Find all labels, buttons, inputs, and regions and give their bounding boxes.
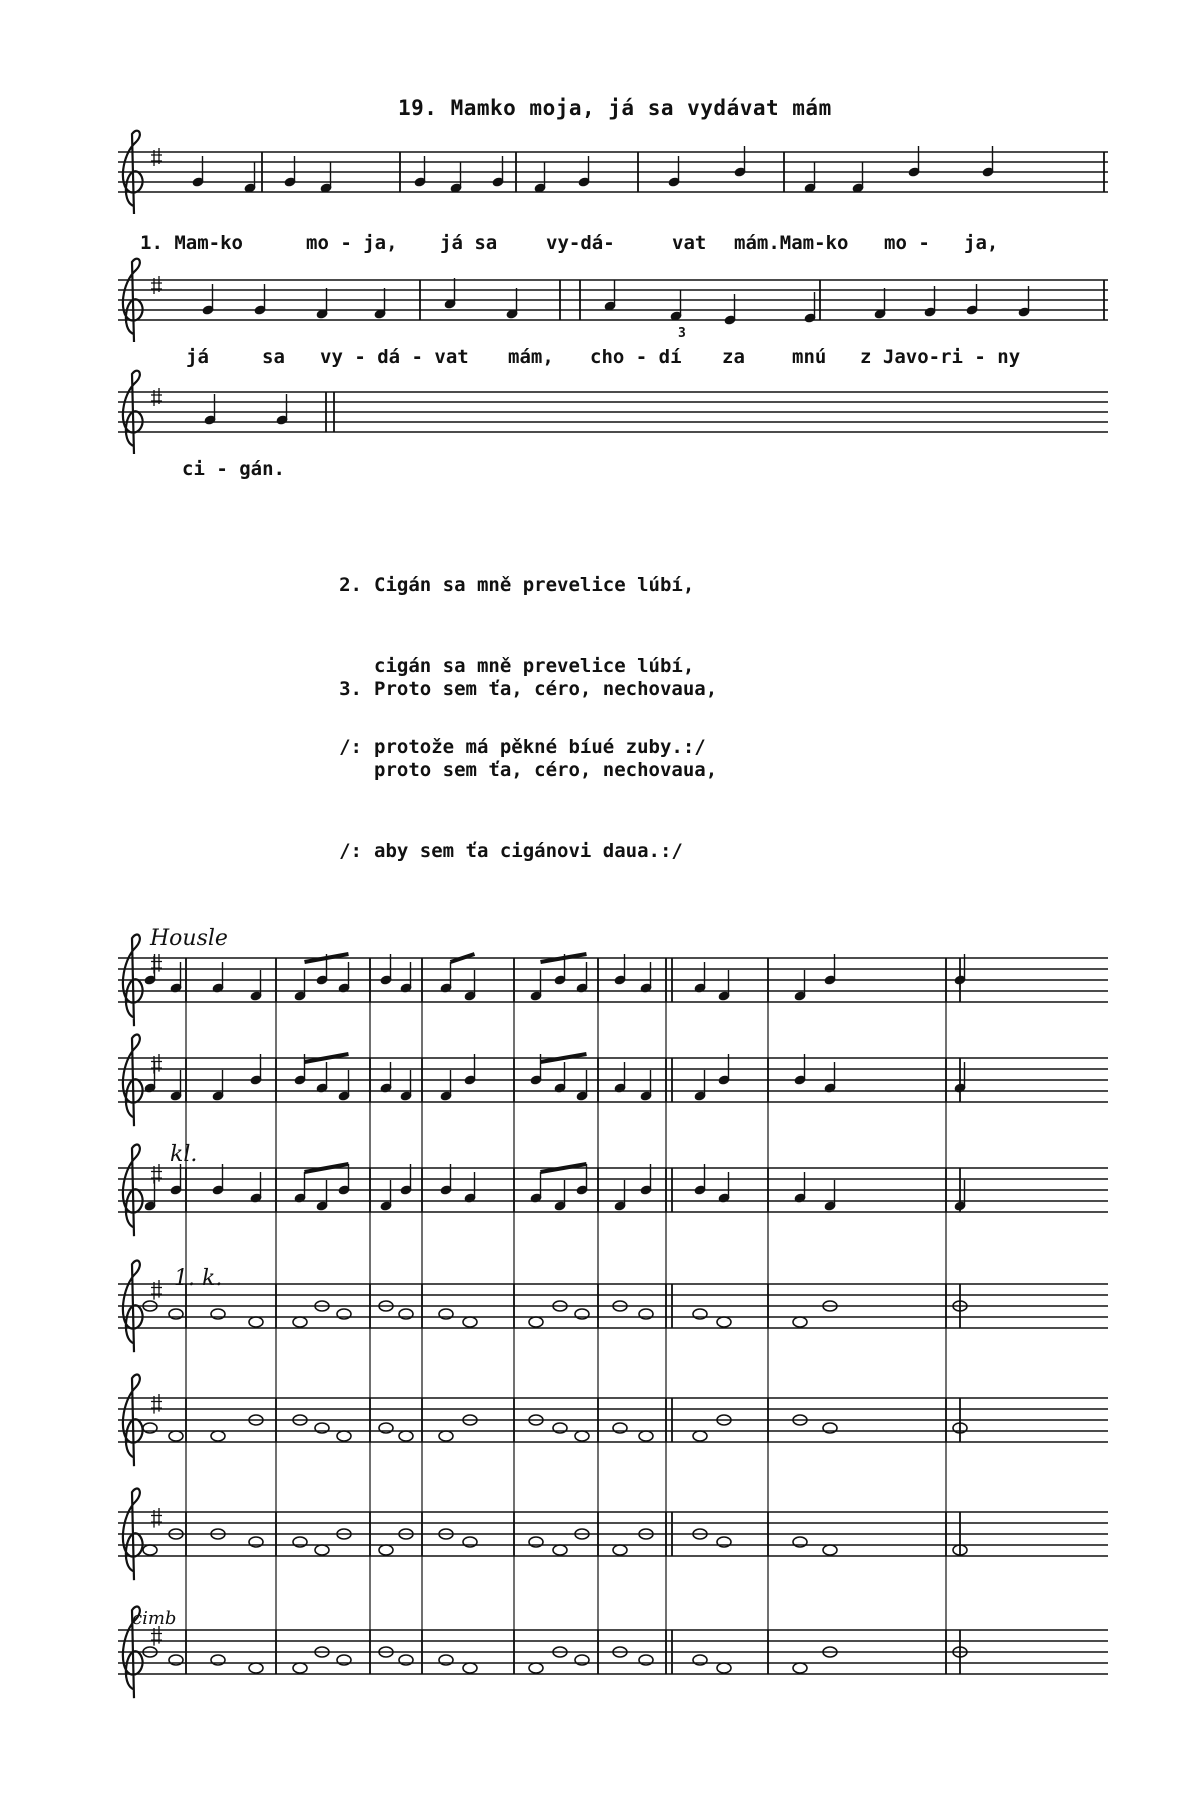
- label-housle: Housle: [150, 926, 228, 951]
- lyric-2-7: mnú: [792, 346, 827, 368]
- label-cimb: cimb: [132, 1608, 177, 1629]
- half-note-head: [249, 1317, 263, 1327]
- half-note-head: [379, 1545, 393, 1555]
- half-note-head: [575, 1431, 589, 1441]
- sharp-icon: [151, 148, 162, 166]
- half-note-head: [337, 1431, 351, 1441]
- sharp-icon: [151, 1394, 162, 1414]
- half-note-head: [553, 1545, 567, 1555]
- sharp-icon: [151, 1508, 162, 1528]
- sharp-icon: [151, 1054, 162, 1074]
- label-1k: 1. k.: [174, 1266, 223, 1291]
- verse-3: [316, 622, 717, 892]
- half-note-head: [613, 1545, 627, 1555]
- lyric-2-5: cho - dí: [590, 346, 682, 368]
- lyric-2-2: sa: [262, 346, 285, 368]
- verse-2-line-3: protože má pěkné bíué zuby.:/: [374, 736, 706, 758]
- lyric-1-2: mo - ja,: [306, 232, 398, 254]
- half-note-head: [693, 1431, 707, 1441]
- verse-3-line-2: proto sem ťa, céro, nechovaua,: [374, 759, 718, 781]
- sharp-icon: [151, 954, 162, 974]
- half-note-head: [529, 1663, 543, 1673]
- lyric-1-1: 1. Mam-ko: [140, 232, 243, 254]
- sharp-icon: [151, 388, 162, 406]
- half-note-head: [639, 1431, 653, 1441]
- lyric-3-1: ci - gán.: [182, 458, 285, 480]
- half-note-head: [315, 1545, 329, 1555]
- half-note-head: [463, 1317, 477, 1327]
- lyric-1-5: vat: [672, 232, 707, 254]
- verse-3-number: 3.: [339, 678, 362, 700]
- half-note-head: [169, 1431, 183, 1441]
- verse-3-line-1: Proto sem ťa, céro, nechovaua,: [374, 678, 718, 700]
- lyric-2-3: vy - dá - vat: [320, 346, 469, 368]
- lyric-2-1: já: [186, 346, 209, 368]
- half-note-head: [143, 1545, 157, 1555]
- lyric-1-6: mám.Mam-ko: [734, 232, 849, 254]
- half-note-head: [249, 1663, 263, 1673]
- lyric-1-7: mo -: [884, 232, 930, 254]
- verse-2-number: 2.: [339, 574, 362, 596]
- lyric-2-6: za: [722, 346, 745, 368]
- half-note-head: [293, 1663, 307, 1673]
- half-note-head: [439, 1431, 453, 1441]
- lyric-1-4: vy-dá-: [546, 232, 615, 254]
- half-note-head: [293, 1317, 307, 1327]
- half-note-head: [793, 1317, 807, 1327]
- sharp-icon: [151, 1280, 162, 1300]
- label-kl: kl.: [170, 1142, 198, 1167]
- verse-3-line-3: aby sem ťa cigánovi daua.:/: [374, 840, 683, 862]
- half-note-head: [529, 1317, 543, 1327]
- verse-2-repeat-mark: /:: [339, 736, 362, 758]
- verse-3-repeat-mark: /:: [339, 840, 362, 862]
- lyric-2-8: z Javo-ri - ny: [860, 346, 1021, 368]
- half-note-head: [717, 1663, 731, 1673]
- lyric-1-8: ja,: [964, 232, 999, 254]
- half-note-head: [211, 1431, 225, 1441]
- verse-2-line-2: cigán sa mně prevelice lúbí,: [374, 655, 695, 677]
- sharp-icon: [151, 1164, 162, 1184]
- half-note-head: [463, 1663, 477, 1673]
- half-note-head: [717, 1317, 731, 1327]
- triplet-mark: 3: [678, 326, 686, 341]
- lyric-2-4: mám,: [508, 346, 554, 368]
- verse-2-line-1: Cigán sa mně prevelice lúbí,: [374, 574, 695, 596]
- half-note-head: [823, 1545, 837, 1555]
- song-title: 19. Mamko moja, já sa vydávat mám: [398, 96, 832, 120]
- half-note-head: [793, 1663, 807, 1673]
- sharp-icon: [151, 276, 162, 294]
- half-note-head: [399, 1431, 413, 1441]
- lyric-1-3: já sa: [440, 232, 498, 254]
